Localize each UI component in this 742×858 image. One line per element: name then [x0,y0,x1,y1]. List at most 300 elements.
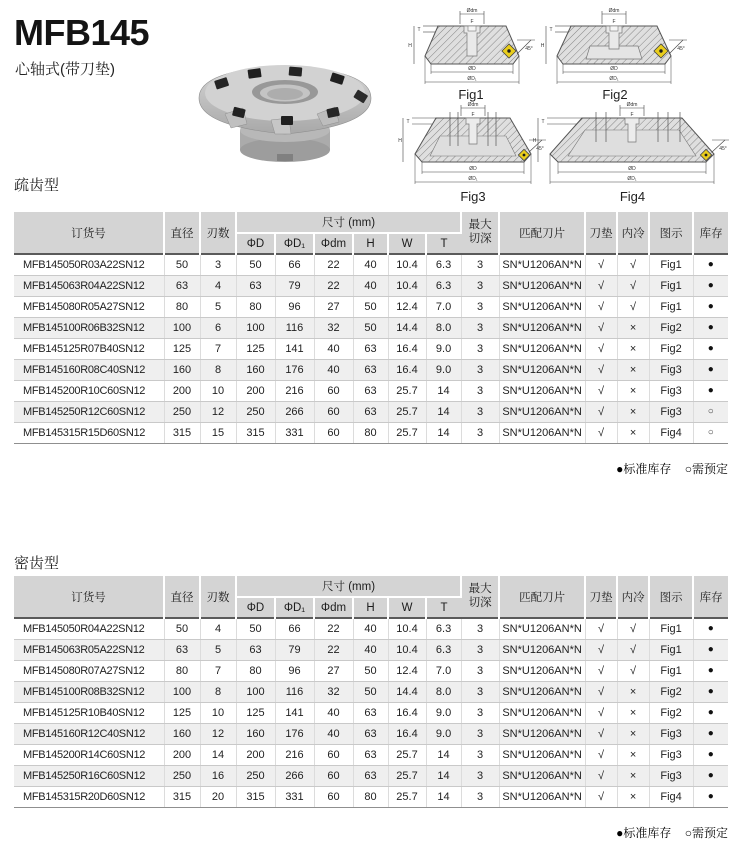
cell-order-no: MFB145050R04A22SN12 [14,618,164,639]
cell-coolant: √ [617,639,649,660]
cell-phi-d: 160 [236,359,275,380]
dim-label-t: T [406,119,410,125]
cell-shim: √ [585,681,617,702]
cell-coolant: √ [617,254,649,275]
cell-max-depth: 3 [461,660,499,681]
cell-insert: SN*U1206AN*N [499,639,585,660]
cell-w: 25.7 [388,786,426,807]
col-header-phi-d1: ΦD₁ [275,597,314,618]
cell-w: 25.7 [388,744,426,765]
cell-figure-ref: Fig3 [649,359,693,380]
col-header-stock: 库存 [693,212,728,254]
cell-stock: ● [693,275,728,296]
cell-phi-dm: 22 [314,275,353,296]
cell-coolant: √ [617,296,649,317]
cell-phi-dm: 40 [314,359,353,380]
cell-w: 10.4 [388,618,426,639]
cell-phi-dm: 60 [314,765,353,786]
col-header-phi-dm: Φdm [314,233,353,254]
cell-h: 40 [353,618,388,639]
cell-coolant: √ [617,660,649,681]
cell-figure-ref: Fig2 [649,317,693,338]
cell-phi-dm: 60 [314,422,353,443]
cell-flutes: 3 [200,254,236,275]
cell-phi-d1: 141 [275,702,314,723]
cell-phi-dm: 40 [314,702,353,723]
cell-stock: ● [693,702,728,723]
table-row [14,702,728,723]
table-row [14,618,728,639]
cell-figure-ref: Fig1 [649,639,693,660]
cell-phi-d1: 176 [275,359,314,380]
cell-insert: SN*U1206AN*N [499,618,585,639]
dim-label-od: ØD [628,166,636,172]
cell-w: 12.4 [388,660,426,681]
cell-flutes: 20 [200,786,236,807]
cell-t: 14 [426,765,461,786]
cell-coolant: × [617,359,649,380]
cell-coolant: × [617,702,649,723]
col-header-phi-d: ΦD [236,233,275,254]
table-row [14,786,728,807]
cell-h: 80 [353,786,388,807]
cell-phi-d: 315 [236,786,275,807]
cell-max-depth: 3 [461,786,499,807]
cell-t: 14 [426,744,461,765]
cell-phi-d: 160 [236,723,275,744]
cell-phi-d: 50 [236,254,275,275]
cell-phi-d: 250 [236,401,275,422]
col-header-insert: 匹配刀片 [499,212,585,254]
cell-h: 63 [353,401,388,422]
cell-insert: SN*U1206AN*N [499,786,585,807]
cell-insert: SN*U1206AN*N [499,702,585,723]
coarse-pitch-table [14,212,728,444]
cell-stock: ○ [693,422,728,443]
dim-label-angle: 45° [719,146,727,152]
cell-w: 10.4 [388,275,426,296]
col-header-diameter: 直径 [164,576,200,618]
col-header-max-depth [461,212,499,254]
cell-figure-ref: Fig3 [649,401,693,422]
cell-t: 9.0 [426,723,461,744]
table-row [14,359,728,380]
col-header-flutes: 刃数 [200,212,236,254]
cell-h: 50 [353,660,388,681]
cell-order-no: MFB145160R08C40SN12 [14,359,164,380]
cell-w: 14.4 [388,681,426,702]
cell-max-depth: 3 [461,723,499,744]
cell-max-depth: 3 [461,254,499,275]
cell-order-no: MFB145315R20D60SN12 [14,786,164,807]
cell-coolant: √ [617,618,649,639]
cell-w: 10.4 [388,254,426,275]
cell-diameter: 200 [164,744,200,765]
cell-order-no: MFB145125R07B40SN12 [14,338,164,359]
cell-phi-d: 80 [236,660,275,681]
cell-order-no: MFB145315R15D60SN12 [14,422,164,443]
cell-order-no: MFB145050R03A22SN12 [14,254,164,275]
table-row [14,639,728,660]
dim-label-odm: Ødm [467,102,479,108]
cell-diameter: 125 [164,702,200,723]
cell-max-depth: 3 [461,359,499,380]
cell-phi-d: 315 [236,422,275,443]
cell-flutes: 10 [200,380,236,401]
cell-phi-dm: 32 [314,317,353,338]
cell-diameter: 50 [164,254,200,275]
legend-preorder: ○需预定 [684,826,728,840]
cell-shim: √ [585,275,617,296]
cell-figure-ref: Fig3 [649,744,693,765]
cell-shim: √ [585,639,617,660]
cell-insert: SN*U1206AN*N [499,317,585,338]
col-header-stock: 库存 [693,576,728,618]
cell-shim: √ [585,422,617,443]
table-row [14,275,728,296]
cell-max-depth: 3 [461,275,499,296]
cell-flutes: 16 [200,765,236,786]
col-header-order-no: 订货号 [14,576,164,618]
cell-coolant: × [617,786,649,807]
cell-flutes: 8 [200,359,236,380]
cell-figure-ref: Fig3 [649,765,693,786]
cell-figure-ref: Fig4 [649,786,693,807]
dim-label-h: H [398,138,402,144]
cell-order-no: MFB145250R16C60SN12 [14,765,164,786]
cell-order-no: MFB145100R06B32SN12 [14,317,164,338]
col-header-figure: 图示 [649,576,693,618]
cell-stock: ● [693,296,728,317]
cell-figure-ref: Fig4 [649,422,693,443]
cell-order-no: MFB145250R12C60SN12 [14,401,164,422]
cell-w: 16.4 [388,338,426,359]
cell-shim: √ [585,765,617,786]
cell-phi-d: 125 [236,702,275,723]
cell-t: 9.0 [426,702,461,723]
cell-figure-ref: Fig1 [649,618,693,639]
cell-flutes: 4 [200,275,236,296]
cell-phi-d1: 79 [275,639,314,660]
fig2-caption: Fig2 [602,87,628,102]
dim-label-od1: ØD₁ [627,176,637,182]
cell-flutes: 8 [200,681,236,702]
cell-insert: SN*U1206AN*N [499,681,585,702]
cell-insert: SN*U1206AN*N [499,338,585,359]
dim-label-h: H [540,43,545,49]
fig3-caption: Fig3 [460,189,486,204]
dim-label-angle: 45° [525,46,533,52]
cell-stock: ○ [693,401,728,422]
cell-max-depth: 3 [461,422,499,443]
cell-diameter: 160 [164,359,200,380]
cell-t: 7.0 [426,296,461,317]
cell-stock: ● [693,786,728,807]
col-header-phi-d1: ΦD₁ [275,233,314,254]
cell-order-no: MFB145125R10B40SN12 [14,702,164,723]
cell-max-depth: 3 [461,401,499,422]
cell-figure-ref: Fig1 [649,275,693,296]
cell-coolant: × [617,380,649,401]
cell-diameter: 63 [164,275,200,296]
table-row [14,380,728,401]
cell-w: 25.7 [388,380,426,401]
cell-phi-d: 80 [236,296,275,317]
dim-label-h: H [408,43,412,49]
col-header-w: W [388,597,426,618]
cell-phi-d: 200 [236,380,275,401]
cell-phi-dm: 40 [314,723,353,744]
cell-coolant: × [617,401,649,422]
dim-label-t: T [549,27,553,33]
cell-max-depth: 3 [461,618,499,639]
col-header-coolant: 内冷 [617,212,649,254]
fine-pitch-table [14,576,728,808]
cell-diameter: 125 [164,338,200,359]
cell-diameter: 80 [164,660,200,681]
cell-diameter: 315 [164,786,200,807]
cell-phi-dm: 60 [314,380,353,401]
cell-diameter: 250 [164,765,200,786]
cell-phi-d1: 216 [275,744,314,765]
cell-flutes: 14 [200,744,236,765]
cell-h: 63 [353,744,388,765]
table-row [14,317,728,338]
cell-shim: √ [585,359,617,380]
cell-order-no: MFB145080R05A27SN12 [14,296,164,317]
dim-label-f: F [612,19,616,25]
technical-drawing-fig4 [530,100,735,204]
cell-t: 6.3 [426,639,461,660]
dim-label-h: H [532,138,537,144]
col-header-figure: 图示 [649,212,693,254]
cell-phi-d: 63 [236,275,275,296]
cell-insert: SN*U1206AN*N [499,744,585,765]
face-mill-photo-illustration [185,52,385,172]
cell-t: 9.0 [426,359,461,380]
cell-order-no: MFB145080R07A27SN12 [14,660,164,681]
cell-w: 12.4 [388,296,426,317]
cell-diameter: 100 [164,681,200,702]
dim-label-od1: ØD₁ [467,76,477,82]
cell-flutes: 7 [200,660,236,681]
cell-h: 50 [353,296,388,317]
cell-phi-dm: 32 [314,681,353,702]
technical-drawing-fig2 [540,4,690,102]
cell-flutes: 5 [200,639,236,660]
cell-flutes: 4 [200,618,236,639]
cell-phi-d1: 96 [275,660,314,681]
cell-t: 6.3 [426,254,461,275]
cell-phi-dm: 22 [314,618,353,639]
cell-phi-dm: 22 [314,639,353,660]
cell-order-no: MFB145063R04A22SN12 [14,275,164,296]
table-row [14,744,728,765]
cell-figure-ref: Fig3 [649,380,693,401]
cell-w: 16.4 [388,723,426,744]
cell-stock: ● [693,744,728,765]
col-header-shim: 刀垫 [585,576,617,618]
cell-figure-ref: Fig2 [649,681,693,702]
cell-phi-dm: 27 [314,660,353,681]
cell-shim: √ [585,380,617,401]
cell-insert: SN*U1206AN*N [499,765,585,786]
cell-phi-d: 200 [236,744,275,765]
section-label-fine-pitch: 密齿型 [14,555,60,572]
cell-coolant: × [617,765,649,786]
cell-coolant: × [617,317,649,338]
cell-insert: SN*U1206AN*N [499,422,585,443]
page-title: MFB145 [14,12,150,53]
cell-insert: SN*U1206AN*N [499,660,585,681]
cell-shim: √ [585,744,617,765]
cell-shim: √ [585,401,617,422]
cell-phi-d1: 79 [275,275,314,296]
cell-phi-d1: 66 [275,618,314,639]
cell-max-depth: 3 [461,317,499,338]
cell-h: 40 [353,254,388,275]
legend-standard-stock: ●标准库存 [616,826,672,840]
cell-diameter: 50 [164,618,200,639]
col-header-flutes: 刃数 [200,576,236,618]
cell-insert: SN*U1206AN*N [499,296,585,317]
cell-stock: ● [693,359,728,380]
cell-figure-ref: Fig2 [649,702,693,723]
cell-figure-ref: Fig2 [649,338,693,359]
cell-coolant: × [617,422,649,443]
col-header-h: H [353,233,388,254]
col-header-w: W [388,233,426,254]
cell-coolant: × [617,744,649,765]
cell-stock: ● [693,681,728,702]
page-subtitle: 心轴式(带刀垫) [15,61,115,78]
cell-stock: ● [693,254,728,275]
cell-stock: ● [693,380,728,401]
cell-diameter: 250 [164,401,200,422]
cell-diameter: 200 [164,380,200,401]
col-header-t: T [426,597,461,618]
cell-h: 40 [353,275,388,296]
cell-t: 14 [426,786,461,807]
cell-phi-d1: 266 [275,401,314,422]
cell-shim: √ [585,786,617,807]
dim-label-t: T [417,27,421,33]
cell-shim: √ [585,254,617,275]
col-header-diameter: 直径 [164,212,200,254]
table-row [14,660,728,681]
dim-label-f: F [630,112,634,118]
cell-h: 63 [353,359,388,380]
cell-phi-d: 100 [236,317,275,338]
cell-flutes: 6 [200,317,236,338]
table-row [14,401,728,422]
cell-flutes: 15 [200,422,236,443]
cell-diameter: 160 [164,723,200,744]
cell-coolant: √ [617,275,649,296]
cell-h: 63 [353,765,388,786]
dim-label-od: ØD [468,66,476,72]
cell-phi-d1: 141 [275,338,314,359]
dim-label-od1: ØD₁ [468,176,478,182]
col-header-phi-d: ΦD [236,597,275,618]
cell-h: 40 [353,639,388,660]
col-header-h: H [353,597,388,618]
max-depth-line2: 切深 [468,232,492,245]
cell-diameter: 63 [164,639,200,660]
cell-phi-d: 125 [236,338,275,359]
cell-diameter: 315 [164,422,200,443]
cell-shim: √ [585,317,617,338]
table-row [14,723,728,744]
dim-label-odm: Ødm [626,102,638,108]
cell-phi-d: 50 [236,618,275,639]
dim-label-angle: 45° [536,146,544,152]
cell-h: 80 [353,422,388,443]
cell-stock: ● [693,317,728,338]
cell-max-depth: 3 [461,681,499,702]
cell-phi-d: 250 [236,765,275,786]
cell-insert: SN*U1206AN*N [499,380,585,401]
stock-legend [14,824,728,841]
table-row [14,765,728,786]
dim-label-f: F [470,19,474,25]
cell-flutes: 12 [200,401,236,422]
cell-flutes: 5 [200,296,236,317]
cell-shim: √ [585,702,617,723]
cell-diameter: 100 [164,317,200,338]
table-row [14,422,728,443]
cell-insert: SN*U1206AN*N [499,254,585,275]
cell-max-depth: 3 [461,765,499,786]
cell-stock: ● [693,338,728,359]
cell-phi-d1: 216 [275,380,314,401]
dim-label-f: F [471,112,475,118]
cell-w: 10.4 [388,639,426,660]
cell-t: 8.0 [426,317,461,338]
cell-phi-d1: 96 [275,296,314,317]
cell-figure-ref: Fig1 [649,660,693,681]
cell-t: 14 [426,380,461,401]
cell-max-depth: 3 [461,380,499,401]
cell-phi-d1: 176 [275,723,314,744]
cell-max-depth: 3 [461,744,499,765]
cell-stock: ● [693,618,728,639]
cell-h: 63 [353,723,388,744]
legend-preorder: ○需预定 [684,462,728,476]
cell-stock: ● [693,639,728,660]
cell-figure-ref: Fig1 [649,296,693,317]
col-header-shim: 刀垫 [585,212,617,254]
cell-phi-d1: 331 [275,422,314,443]
cell-phi-dm: 60 [314,401,353,422]
cell-order-no: MFB145063R05A22SN12 [14,639,164,660]
table-row [14,296,728,317]
fig1-caption: Fig1 [458,87,484,102]
cell-phi-d: 100 [236,681,275,702]
cell-phi-d1: 331 [275,786,314,807]
cell-stock: ● [693,660,728,681]
section-label-coarse-pitch: 疏齿型 [14,177,60,194]
dim-label-od: ØD [610,66,618,72]
col-header-max-depth [461,576,499,618]
cell-phi-dm: 27 [314,296,353,317]
cell-flutes: 12 [200,723,236,744]
legend-standard-stock: ●标准库存 [616,462,672,476]
cell-max-depth: 3 [461,702,499,723]
cell-phi-d1: 116 [275,681,314,702]
dim-label-angle: 45° [677,46,685,52]
cell-phi-dm: 40 [314,338,353,359]
